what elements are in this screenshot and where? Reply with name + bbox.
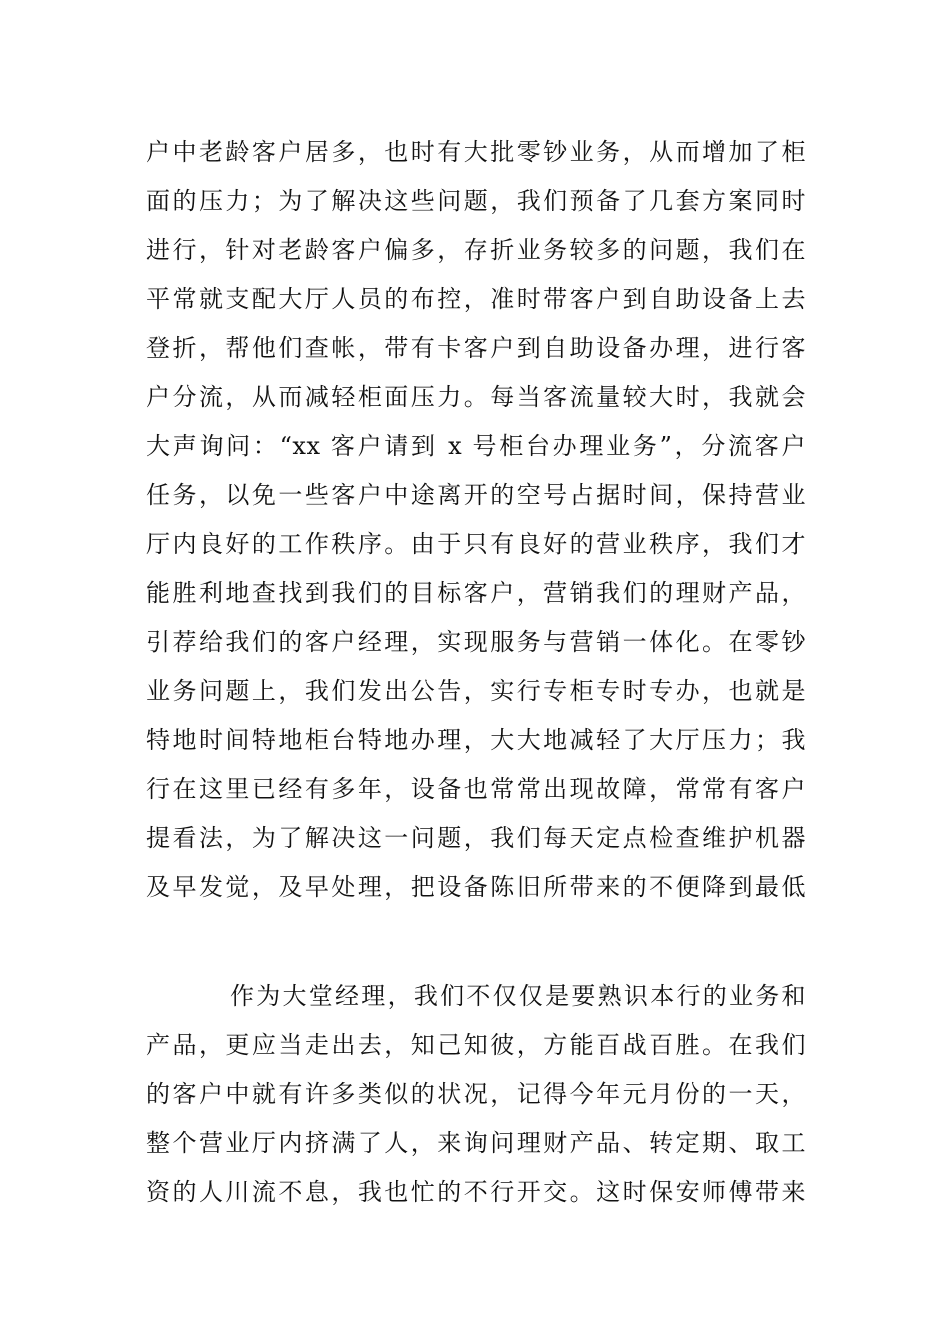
paragraph-1 <box>146 128 806 912</box>
text-line: 户中老龄客户居多，也时有大批零钞业务，从而增加了柜 <box>146 138 806 166</box>
text-line: 业务问题上，我们发出公告，实行专柜专时专办，也就是 <box>146 677 806 705</box>
text-line: 整个营业厅内挤满了人，来询问理财产品、转定期、取工 <box>146 1129 806 1157</box>
text-line: 资的人川流不息，我也忙的不行开交。这时保安师傅带来 <box>146 1178 806 1206</box>
text-line: 能胜利地查找到我们的目标客户，营销我们的理财产品， <box>146 579 806 607</box>
text-line: 平常就支配大厅人员的布控，准时带客户到自助设备上去 <box>146 285 806 313</box>
text-line: 登折，帮他们查帐，带有卡客户到自助设备办理，进行客 <box>146 334 806 362</box>
text-line: 行在这里已经有多年，设备也常常出现故障，常常有客户 <box>146 775 806 803</box>
text-line-indented: 作为大堂经理，我们不仅仅是要熟识本行的业务和 <box>230 982 806 1010</box>
text-line: 的客户中就有许多类似的状况，记得今年元月份的一天， <box>146 1080 806 1108</box>
text-line: 厅内良好的工作秩序。由于只有良好的营业秩序，我们才 <box>146 530 806 558</box>
paragraph-2 <box>146 972 806 1217</box>
text-line: 及早发觉，及早处理，把设备陈旧所带来的不便降到最低 <box>146 873 806 901</box>
text-line: 面的压力；为了解决这些问题，我们预备了几套方案同时 <box>146 187 806 215</box>
text-line: 户分流，从而减轻柜面压力。每当客流量较大时，我就会 <box>146 383 806 411</box>
text-line: 提看法，为了解决这一问题，我们每天定点检查维护机器 <box>146 824 806 852</box>
text-line: 引荐给我们的客户经理，实现服务与营销一体化。在零钞 <box>146 628 806 656</box>
text-line: 任务，以免一些客户中途离开的空号占据时间，保持营业 <box>146 481 806 509</box>
text-line: 大声询问：“xx 客户请到 x 号柜台办理业务”，分流客户 <box>146 432 806 460</box>
text-line: 产品，更应当走出去，知己知彼，方能百战百胜。在我们 <box>146 1031 806 1059</box>
text-line: 特地时间特地柜台特地办理，大大地减轻了大厅压力；我 <box>146 726 806 754</box>
text-line: 进行，针对老龄客户偏多，存折业务较多的问题，我们在 <box>146 236 806 264</box>
